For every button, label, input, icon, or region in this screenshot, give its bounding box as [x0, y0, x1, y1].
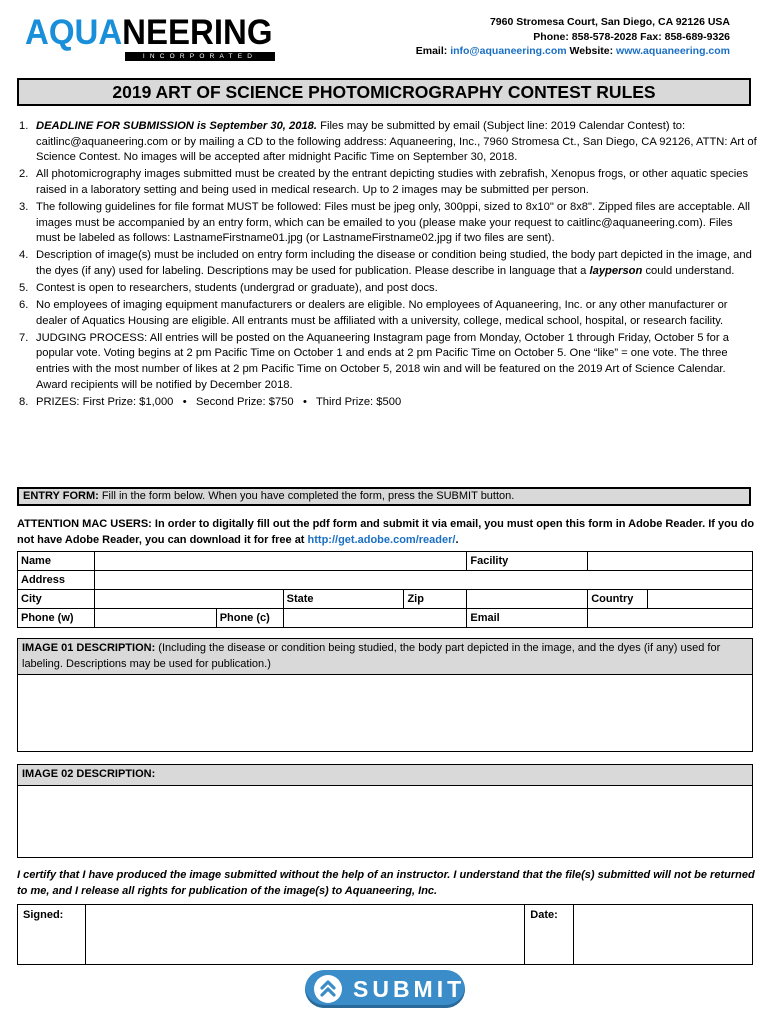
phone-cell-label: Phone (c)	[216, 609, 283, 628]
aquaneering-logo	[25, 11, 273, 60]
rule-item: 6. No employees of imaging equipment manufacturers or dealers are eligible. No employees of Aquaneering, Inc. or any other manufacturer or dealer of Aquatics Housing are eligible. All entrants must be affiliated with a university, college, medical school, hospital, or research facility.	[19, 299, 728, 327]
submit-button[interactable]	[305, 970, 465, 1008]
city-label: City	[18, 590, 95, 609]
signature-field[interactable]	[85, 905, 524, 965]
state-label: State	[283, 590, 404, 609]
date-label: Date:	[525, 905, 574, 965]
zip-field[interactable]	[467, 590, 588, 609]
entry-form-table	[17, 551, 753, 628]
name-label: Name	[18, 552, 95, 571]
deadline-lead: DEADLINE FOR SUBMISSION is September 30, 2018.	[36, 120, 318, 132]
certification-statement: I certify that I have produced the image submitted without the help of an instructor. I understand that the file(s) submitted will not be returned to me, and I release all rights for publication of the image(s) to Aquaneering, Inc.	[17, 869, 755, 897]
logo-subtitle: INCORPORATED	[125, 52, 275, 61]
rule-item: 4. Description of image(s) must be included on entry form including the disease or condition being studied, the body part depicted in the image, and the dyes (if any) used for labeling. Descriptions may be used for publication. Please describe in language that a layperson could understand.	[19, 249, 752, 277]
address-label: Address	[18, 571, 95, 590]
submit-label: SUBMIT	[353, 976, 466, 1002]
email-field[interactable]	[588, 609, 753, 628]
email-website-line: Email: info@aquaneering.com Website: www.aquaneering.com	[415, 45, 730, 57]
city-field[interactable]	[94, 590, 283, 609]
phone-cell-field[interactable]	[283, 609, 467, 628]
phone-work-label: Phone (w)	[18, 609, 95, 628]
address-line: 7960 Stromesa Court, San Diego, CA 92126 USA	[489, 16, 730, 28]
image-02-description-header: IMAGE 02 DESCRIPTION:	[18, 765, 752, 786]
rule-item: 2. All photomicrography images submitted must be created by the entrant depicting studies with zebrafish, Xenopus frogs, or other aquatic species raised in a laboratory setting and being used in medical research. Up to 2 images may be submitted per person.	[19, 168, 749, 196]
rule-item: 3. The following guidelines for file format MUST be followed: Files must be jpeg only, 300ppi, sized to 8x10" or 8x8". Zipped files are acceptable. All images must be accompanied by an entry form, which can be emailed to you (please make your request to caitlinc@aquaneering.com). Files must be labeled as follows: LastnameFirstname01.jpg (or LastnameFirstname02.jpg if two files are sent).	[19, 200, 750, 245]
phone-line: Phone: 858-578-2028 Fax: 858-689-9326	[533, 30, 730, 43]
page-title: 2019 ART OF SCIENCE PHOTOMICROGRAPHY CONTEST RULES	[17, 78, 751, 106]
rules-list	[17, 119, 757, 412]
rule-item: 8. PRIZES: First Prize: $1,000 • Second Prize: $750 • Third Prize: $500	[19, 395, 402, 408]
image-01-description-box	[17, 638, 753, 752]
adobe-reader-link[interactable]: http://get.adobe.com/reader/	[307, 534, 456, 546]
image-02-description-field[interactable]	[18, 785, 752, 857]
name-field[interactable]	[94, 552, 466, 571]
country-label: Country	[588, 590, 648, 609]
contact-info	[330, 15, 730, 59]
address-field[interactable]	[94, 571, 752, 590]
entry-form-bar: ENTRY FORM: Fill in the form below. When you have completed the form, press the SUBMIT button.	[17, 487, 751, 506]
email-label: Email	[467, 609, 588, 628]
website-link[interactable]: www.aquaneering.com	[616, 45, 730, 57]
signature-table	[17, 904, 753, 965]
date-field[interactable]	[574, 905, 753, 965]
email-link[interactable]: info@aquaneering.com	[450, 45, 567, 57]
mac-users-notice: ATTENTION MAC USERS: In order to digitally fill out the pdf form and submit it via email, you must open this form in Adobe Reader. If you do not have Adobe Reader, you can download it for free at http://get.adobe.com/reader/.	[17, 518, 755, 546]
country-field[interactable]	[648, 590, 753, 609]
image-01-description-field[interactable]	[18, 679, 752, 751]
logo-wordmark: AQUANEERING	[25, 11, 273, 52]
chevron-up-icon	[314, 975, 342, 1003]
rule-item: 7. JUDGING PROCESS: All entries will be posted on the Aquaneering Instagram page from Monday, October 1 through Friday, October 5 for a popular vote. Voting begins at 2 pm Pacific Time on October 1 and ends at 2 pm Pacific Time on October 5. One “like” = one vote. The three entries with the most number of likes at 2 pm Pacific Time on October 5, 2018 win and will be featured on the 2019 Art of Science Calendar. Award recipients will be notified by December 2018.	[19, 331, 729, 391]
phone-work-field[interactable]	[94, 609, 216, 628]
image-02-description-box	[17, 764, 753, 858]
signed-label: Signed:	[18, 905, 86, 965]
image-01-description-header: IMAGE 01 DESCRIPTION: (Including the disease or condition being studied, the body part depicted in the image, and the dyes (if any) used for labeling. Descriptions may be used for publication.)	[18, 639, 752, 675]
rule-item: 1. DEADLINE FOR SUBMISSION is September 30, 2018. Files may be submitted by email (Subject line: 2019 Calendar Contest) to: caitlinc@aquaneering.com or by mailing a CD to the following address: Aquaneering, Inc., 7960 Stromesa Ct., San Diego, CA 92126, ATTN: Art of Science Contest. No images will be accepted after midnight Pacific Time on September 30, 2018.	[19, 120, 757, 164]
facility-field[interactable]	[588, 552, 753, 571]
layperson-emphasis: layperson	[589, 264, 643, 277]
zip-label: Zip	[404, 590, 467, 609]
rule-item: 5. Contest is open to researchers, students (undergrad or graduate), and post docs.	[19, 281, 438, 294]
facility-label: Facility	[467, 552, 588, 571]
